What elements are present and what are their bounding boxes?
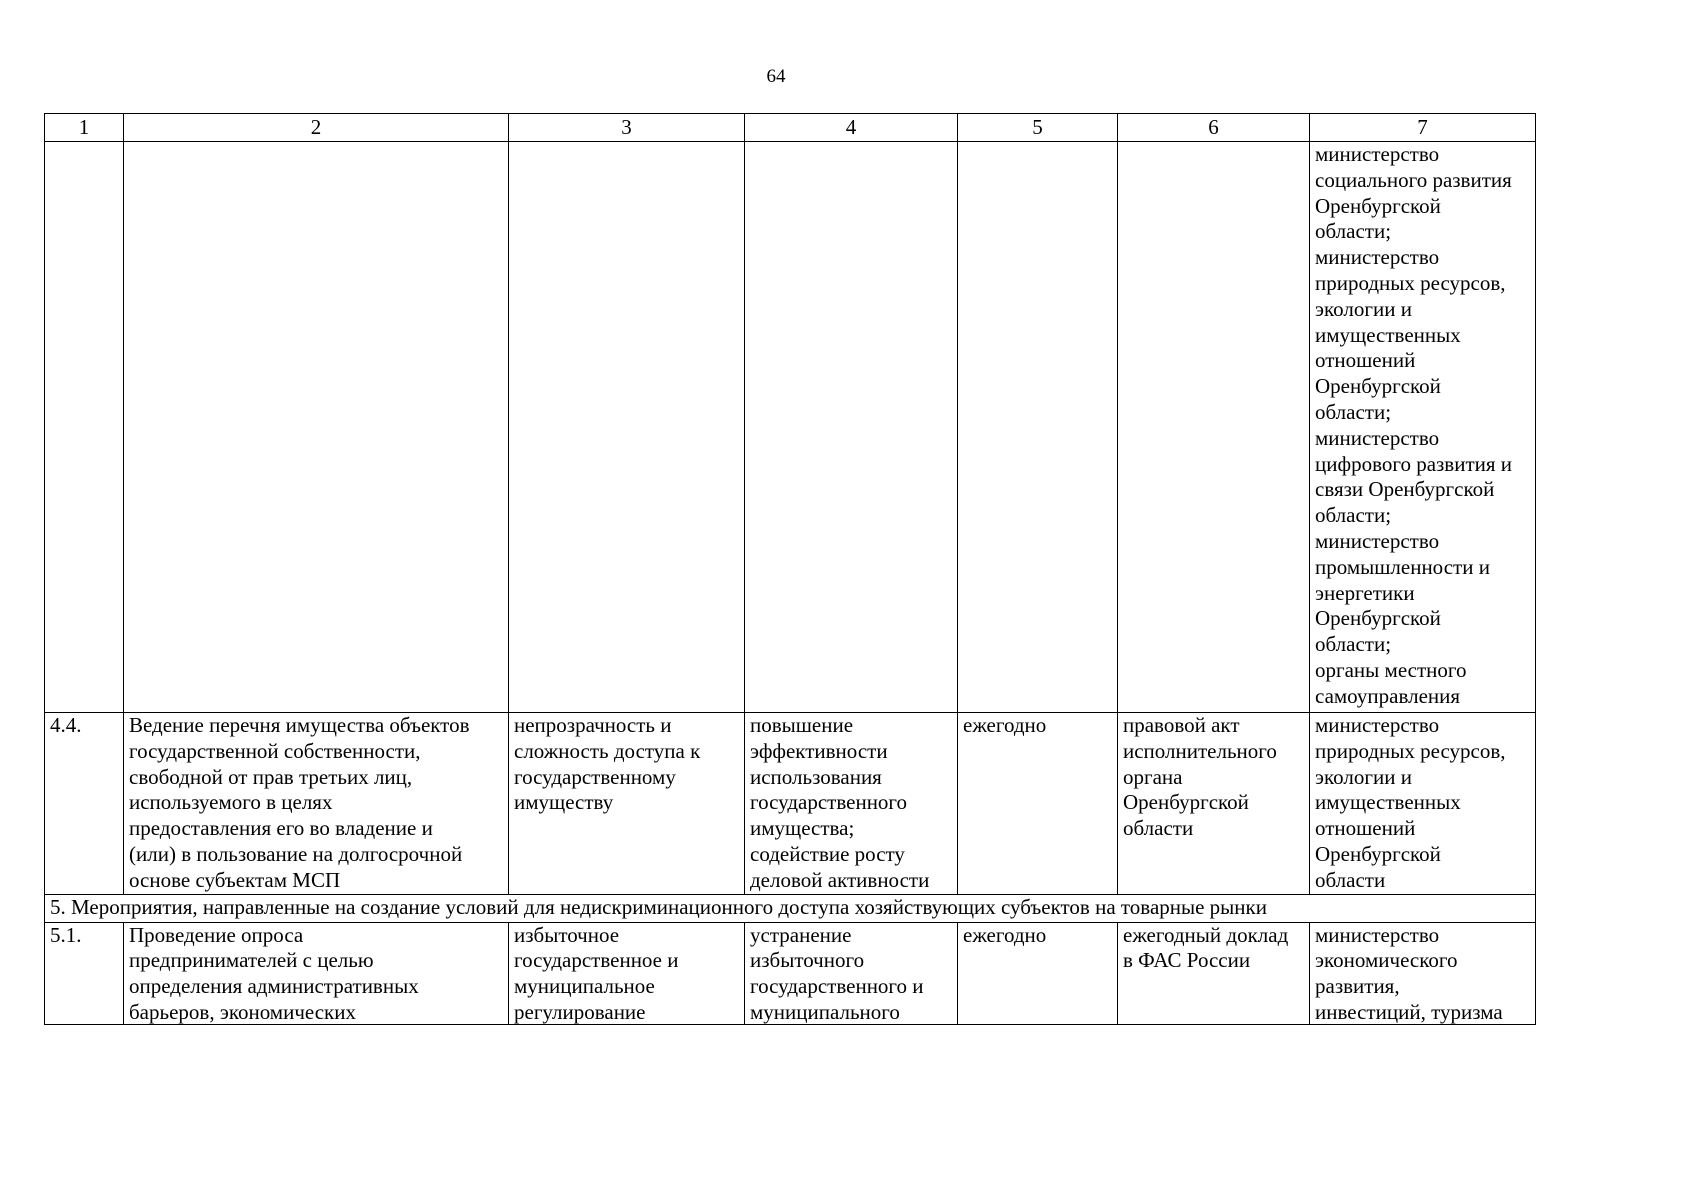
cell-responsible — [1310, 713, 1536, 895]
cell-document — [1118, 713, 1310, 895]
cell-term — [958, 713, 1118, 895]
event-text: Проведение опроса предпринимателей с целью определения административных барьеров, экономических — [129, 922, 419, 1024]
problem-text: избыточное государственное и муниципальное регулирование — [514, 922, 679, 1024]
cell-document — [1118, 922, 1310, 1024]
section-row-5 — [45, 894, 1536, 922]
measures-table — [44, 113, 1536, 1025]
table-row-5-1 — [45, 922, 1536, 1024]
cell-event — [124, 922, 509, 1024]
cell-responsible — [1310, 922, 1536, 1024]
cell-empty — [45, 142, 124, 713]
responsible-text: министерство экономического развития, инвестиций, туризма — [1315, 922, 1503, 1024]
header-col-7: 7 — [1310, 114, 1536, 142]
cell-empty — [958, 142, 1118, 713]
event-text: Ведение перечня имущества объектов государственной собственности, свободной от прав третьих лиц, используемого в целях предоставления его во владение и (или) в пользование на долгосрочной основе субъектам МСП — [129, 713, 470, 892]
cell-empty — [745, 142, 958, 713]
header-col-6: 6 — [1118, 114, 1310, 142]
row-number: 4.4. — [50, 713, 82, 737]
row-number: 5.1. — [50, 922, 82, 947]
document-text: правовой акт исполнительного органа Оренбургской области — [1123, 713, 1277, 841]
responsible-text: министерство социального развития Оренбургской области; министерство природных ресурсов, экологии и имущественных отношений Оренбургской области; министерство цифрового развития и связи Оренбургской области; министерство промышленности и энергетики Оренбургской области; органы местного самоуправления — [1315, 142, 1513, 708]
cell-empty — [124, 142, 509, 713]
term-text: ежегодно — [963, 713, 1047, 737]
header-col-3: 3 — [509, 114, 745, 142]
cell-result — [745, 713, 958, 895]
header-col-4: 4 — [745, 114, 958, 142]
cell-result — [745, 922, 958, 1024]
cell-problem — [509, 922, 745, 1024]
problem-text: непрозрачность и сложность доступа к государственному имуществу — [514, 713, 701, 815]
cell-empty — [509, 142, 745, 713]
header-row — [45, 114, 1536, 142]
cell-number — [45, 922, 124, 1024]
term-text: ежегодно — [963, 922, 1047, 947]
page-number: 64 — [766, 66, 786, 87]
result-text: устранение избыточного государственного и муниципального — [750, 922, 924, 1024]
cell-empty — [1118, 142, 1310, 713]
cell-term — [958, 922, 1118, 1024]
responsible-text: министерство природных ресурсов, экологии и имущественных отношений Оренбургской области — [1315, 713, 1506, 892]
header-col-2: 2 — [124, 114, 509, 142]
cell-number — [45, 713, 124, 895]
cell-event — [124, 713, 509, 895]
section-title: 5. Мероприятия, направленные на создание условий для недискриминационного доступа хозяйствующих субъектов на товарные рынки — [45, 894, 1536, 922]
header-col-5: 5 — [958, 114, 1118, 142]
cell-problem — [509, 713, 745, 895]
header-col-1: 1 — [45, 114, 124, 142]
document-text: ежегодный доклад в ФАС России — [1123, 922, 1289, 973]
result-text: повышение эффективности использования государственного имущества; содействие росту деловой активности — [750, 713, 930, 892]
cell-responsible-continued — [1310, 142, 1536, 713]
table-row-4-4 — [45, 713, 1536, 895]
table-row-continuation — [45, 142, 1536, 713]
